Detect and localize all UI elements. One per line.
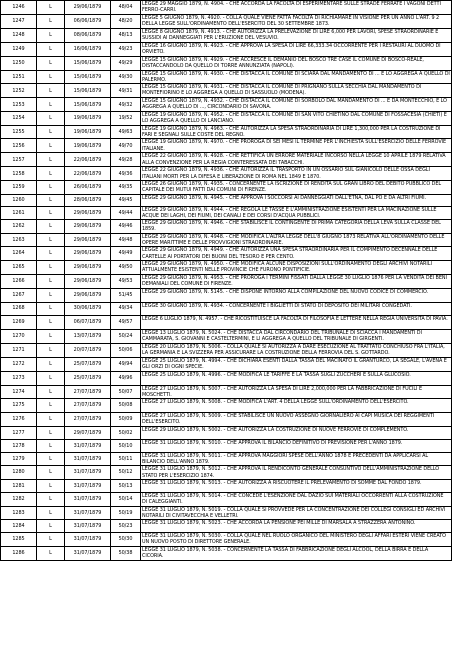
row-type: L — [37, 98, 65, 112]
row-description: LEGGE 8 GIUGNO 1879, N. 4913. - CHE AUTORIZZA LA PRELEVAZIONE DI LIRE 6,000 PER LAVORI, SPESE STRAORDINARIE E SUSSIDI AI DANNEGGIATI PER L'ERUZIONE DEL VESUVIO. — [141, 28, 452, 42]
laws-register-body — [1, 1, 452, 561]
row-supplement: 50/14 — [111, 492, 141, 506]
row-supplement: 49/35 — [111, 180, 141, 194]
row-number: 1268 — [1, 302, 37, 315]
row-number: 1272 — [1, 357, 37, 371]
table-row — [1, 84, 452, 98]
row-number: 1246 — [1, 1, 37, 15]
row-description: LEGGE 31 LUGLIO 1879, N. 5030. - COLLA QUALE NEL RUOLO ORGANICO DEL MINISTERO DEGLI AFFARI ESTERI VIENE CREATO UN NUOVO POSTO DI DIRETTORE GENERALE. — [141, 533, 452, 547]
row-supplement: 50/13 — [111, 479, 141, 492]
row-number: 1280 — [1, 466, 37, 480]
row-date: 29/06/1879 — [65, 206, 111, 220]
row-date: 15/06/1879 — [65, 98, 111, 112]
table-row — [1, 139, 452, 153]
table-row — [1, 343, 452, 357]
row-supplement: 50/08 — [111, 399, 141, 413]
row-number: 1256 — [1, 139, 37, 153]
row-type: L — [37, 343, 65, 357]
row-type: L — [37, 315, 65, 329]
row-supplement: 49/28 — [111, 153, 141, 167]
table-row — [1, 329, 452, 343]
row-supplement: 50/11 — [111, 452, 141, 466]
row-type: L — [37, 302, 65, 315]
row-date: 27/07/1879 — [65, 385, 111, 399]
row-date: 15/06/1879 — [65, 56, 111, 70]
row-supplement: 50/23 — [111, 520, 141, 533]
row-number: 1276 — [1, 413, 37, 427]
row-date: 13/07/1879 — [65, 329, 111, 343]
row-description: LEGGE 29 GIUGNO 1879, N. 4944. - CHE REGOLA LE TASSE E L'AMMINISTRAZIONE ESISTENTI PER LA MACINAZIONE SULLE ACQUE DEI LAGHI, DEI FIUMI, DEI CANALI E DEI CORSI D'ACQUA PUBBLICI. — [141, 206, 452, 220]
row-supplement: 49/32 — [111, 98, 141, 112]
row-type: L — [37, 413, 65, 427]
row-supplement: 49/70 — [111, 139, 141, 153]
row-description: LEGGE 13 LUGLIO 1879, N. 5024. - CHE DISTACCA DAL CIRCONDARIO DEL TRIBUNALE DI SCIACCA I MANDAMENTI DI CAMMARATA, S. GIOVANNI E CASTELTERMINI, E LI AGGREGA A QUELLO DEL TRIBUNALE DI GIRGENTI. — [141, 329, 452, 343]
row-supplement: 49/29 — [111, 56, 141, 70]
row-description: LEGGE 31 LUGLIO 1879, N. 5011. - CHE APPROVA MAGGIORI SPESE DELL'ANNO 1878 E PRECEDENTI DA APPLICARSI AL BILANCIO DELL'ANNO 1879. — [141, 452, 452, 466]
row-description: LEGGE 31 LUGLIO 1879, N. 5012. - CHE APPROVA IL RENDICONTO GENERALE CONSUNTIVO DELL'AMMINISTRAZIONE DELLO STATO PER L'ESERCIZIO 1874. — [141, 466, 452, 480]
row-description: LEGGE 27 LUGLIO 1879, N. 5007. - CHE AUTORIZZA LA SPESA DI LIRE 2,000,000 PER LA FABBRICAZIONE DI FUCILI E MOSCHETTI. — [141, 385, 452, 399]
row-date: 27/07/1879 — [65, 399, 111, 413]
row-type: L — [37, 153, 65, 167]
row-supplement: 50/02 — [111, 426, 141, 439]
row-number: 1267 — [1, 288, 37, 302]
table-row — [1, 385, 452, 399]
row-type: L — [37, 260, 65, 274]
row-date: 29/06/1879 — [65, 288, 111, 302]
table-row — [1, 274, 452, 288]
row-supplement: 49/30 — [111, 70, 141, 84]
row-description: LEGGE 31 LUGLIO 1879, N. 5023. - CHE ACCORDA LA PENSIONE PEI MILLE DI MARSALA A STRAZZERA ANTONINO. — [141, 520, 452, 533]
table-row — [1, 233, 452, 247]
table-row — [1, 167, 452, 181]
row-supplement: 48/13 — [111, 28, 141, 42]
row-description: LEGGE 31 LUGLIO 1879, N. 5013. - CHE AUTORIZZA A RISCUOTERE IL PRELEVAMENTO DI SOMME DAL FONDO 1879. — [141, 479, 452, 492]
row-supplement: 49/96 — [111, 371, 141, 385]
row-description: LEGGE 29 GIUGNO 1879, N. 4945. - CHE APPROVA I SOCCORSI AI DANNEGGIATI DALL'ETNA, DAL PO E DA ALTRI FIUMI. — [141, 194, 452, 206]
row-number: 1282 — [1, 492, 37, 506]
row-number: 1269 — [1, 315, 37, 329]
row-description: LEGGE 22 GIUGNO 1879, N. 4936. - CHE AUTORIZZA IL TRASPORTO IN UN OSSARIO SUL GIANICOLO DELLE OSSA DEGLI ITALIANI MORTI PER LA DIFESA E LIBERAZIONE DI ROMA NEL 1849 E 1870. — [141, 167, 452, 181]
row-type: L — [37, 194, 65, 206]
row-number: 1277 — [1, 426, 37, 439]
row-description: LEGGE 31 LUGLIO 1879, N. 5010. - CHE APPROVA IL BILANCIO DEFINITIVO DI PREVISIONE PER L'ANNO 1879. — [141, 439, 452, 452]
row-type: L — [37, 506, 65, 520]
row-date: 29/06/1879 — [65, 260, 111, 274]
row-number: 1285 — [1, 533, 37, 547]
row-description: LEGGE 27 LUGLIO 1879, N. 5008. - CHE MODIFICA L'ART. 4 DELLA LEGGE SULL'ORDINAMENTO DELL'ESERCITO. — [141, 399, 452, 413]
row-description: LEGGE 19 GIUGNO 1879, N. 4952. - CHE DISTACCA IL COMUNE DI SAN VITO CHIETINO DAL COMUNE DI FOSSACESIA (CHIETI) E LO AGGREGA A QUELLO DI LANCIANO. — [141, 112, 452, 126]
row-supplement: 49/48 — [111, 233, 141, 247]
row-date: 31/07/1879 — [65, 492, 111, 506]
row-number: 1270 — [1, 329, 37, 343]
row-type: L — [37, 247, 65, 261]
table-row — [1, 302, 452, 315]
row-date: 29/06/1879 — [65, 1, 111, 15]
row-date: 19/06/1879 — [65, 125, 111, 139]
row-type: L — [37, 452, 65, 466]
row-type: L — [37, 385, 65, 399]
table-row — [1, 260, 452, 274]
row-date: 29/06/1879 — [65, 274, 111, 288]
table-row — [1, 194, 452, 206]
row-number: 1252 — [1, 84, 37, 98]
row-supplement: 49/53 — [111, 274, 141, 288]
row-description: LEGGE 5 GIUGNO 1879, N. 4920. - COLLA QUALE VIENE FATTA FACOLTA DI RICHIAMARE IN VISIONE PER UN ANNO L'ART. 9 2 DELLA LEGGE SULL'ORDINAMENTO DELL'ESERCITO DEL 30 SETTEMBRE 1873. — [141, 14, 452, 28]
row-number: 1286 — [1, 546, 37, 560]
row-date: 29/06/1879 — [65, 233, 111, 247]
row-supplement: 50/09 — [111, 413, 141, 427]
row-description: LEGGE 22 GIUGNO 1879, N. 4928. - CHE RETTIFICA UN ERRORE MATERIALE INCORSO NELLA LEGGE 10 APRILE 1879 RELATIVA ALLA CONVENZIONE PER LA REGIA COINTERESSATA DEI TABACCHI. — [141, 153, 452, 167]
table-row — [1, 288, 452, 302]
row-number: 1255 — [1, 125, 37, 139]
table-row — [1, 466, 452, 480]
row-supplement: 50/07 — [111, 385, 141, 399]
row-date: 30/06/1879 — [65, 302, 111, 315]
row-description: LEGGE 19 GIUGNO 1879, N. 4970. - CHE PROROGA DI SEI MESI IL TERMINE PER L'INCHIESTA SULL'ESERCIZIO DELLE FERROVIE ITALIANE. — [141, 139, 452, 153]
row-type: L — [37, 206, 65, 220]
row-type: L — [37, 274, 65, 288]
row-type: L — [37, 546, 65, 560]
row-type: L — [37, 167, 65, 181]
row-description: LEGGE 16 GIUGNO 1879, N. 4923. - CHE APPROVA LA SPESA DI LIRE 66,333.34 OCCORRENTE PER I RESTAURI AL DUOMO DI ORVIETO. — [141, 42, 452, 56]
row-date: 31/07/1879 — [65, 533, 111, 547]
row-date: 29/07/1879 — [65, 426, 111, 439]
row-description: LEGGE 26 GIUGNO 1879, N. 4935. - CONCERNENTE LA ISCRIZIONE DI RENDITA SUL GRAN LIBRO DEL DEBITO PUBBLICO DEL CAPITALE DEI MUTUI FATTI DAI COMUNI DI FIRENZE. — [141, 180, 452, 194]
row-number: 1260 — [1, 194, 37, 206]
row-number: 1278 — [1, 439, 37, 452]
row-supplement: 49/34 — [111, 302, 141, 315]
row-date: 29/06/1879 — [65, 220, 111, 234]
row-type: L — [37, 220, 65, 234]
table-row — [1, 206, 452, 220]
table-row — [1, 546, 452, 560]
row-number: 1284 — [1, 520, 37, 533]
row-description: LEGGE 29 GIUGNO 1879, N. 4953. - CHE PROROGA I TERMINI FISSATI DALLA LEGGE 30 LUGLIO 1876 PER LA VENDITA DEI BENI DEMANIALI DEL COMUNE DI FIRENZE. — [141, 274, 452, 288]
row-supplement: 49/50 — [111, 260, 141, 274]
row-number: 1265 — [1, 260, 37, 274]
row-type: L — [37, 14, 65, 28]
row-type: L — [37, 112, 65, 126]
row-supplement: 51/45 — [111, 288, 141, 302]
row-number: 1247 — [1, 14, 37, 28]
row-date: 26/06/1879 — [65, 180, 111, 194]
row-type: L — [37, 125, 65, 139]
row-type: L — [37, 28, 65, 42]
row-date: 31/07/1879 — [65, 466, 111, 480]
row-date: 28/06/1879 — [65, 194, 111, 206]
row-date: 31/07/1879 — [65, 506, 111, 520]
row-number: 1263 — [1, 233, 37, 247]
row-supplement: 50/24 — [111, 329, 141, 343]
row-number: 1250 — [1, 56, 37, 70]
row-date: 16/06/1879 — [65, 42, 111, 56]
row-description: LEGGE 29 GIUGNO 1879, N. 4949. - CHE AUTORIZZA UNA SPESA STRAORDINARIA PER IL COMPIMENTO DECENNALE DELLE CARTELLE AI PORTATORI DEI BUONI DEL TESORO E PER CENTO. — [141, 247, 452, 261]
row-number: 1279 — [1, 452, 37, 466]
row-date: 08/06/1879 — [65, 28, 111, 42]
row-supplement: 49/94 — [111, 357, 141, 371]
table-row — [1, 506, 452, 520]
row-supplement: 49/31 — [111, 84, 141, 98]
row-date: 20/07/1879 — [65, 343, 111, 357]
row-supplement: 48/20 — [111, 14, 141, 28]
row-type: L — [37, 426, 65, 439]
row-type: L — [37, 180, 65, 194]
row-number: 1257 — [1, 153, 37, 167]
row-supplement: 19/52 — [111, 112, 141, 126]
row-type: L — [37, 84, 65, 98]
row-description: LEGGE 31 LUGLIO 1879, N. 5019. - COLLA QUALE SI PROVVEDE PER LA CONCENTRAZIONE DEI COLLEGI CONSIGLI ED ARCHIVI NOTARILI DI CIVITAVECCHIA E VELLETRI. — [141, 506, 452, 520]
row-number: 1262 — [1, 220, 37, 234]
row-number: 1281 — [1, 479, 37, 492]
row-date: 25/07/1879 — [65, 371, 111, 385]
row-supplement: 49/44 — [111, 206, 141, 220]
table-row — [1, 399, 452, 413]
row-supplement: 49/63 — [111, 125, 141, 139]
row-description: LEGGE 29 GIUGNO 1879, N. 4948. - CHE MODIFICA L'ALTRA LEGGE DELL'8 GIUGNO 1873 RELATIVA ALL'ORDINAMENTO DELLE OPERE MARITTIME E DELLE PROVVIGIONI STRAORDINARIE. — [141, 233, 452, 247]
row-description: LEGGE 29 GIUGNO 1879, N. 4950. - CHE MODIFICA ALCUNE DISPOSIZIONI SULL'ORDINAMENTO DEGLI ARCHIVI NOTARILI ATTUALMENTE ESISTENTI NELLE PROVINCIE CHE FURONO PONTIFICIE. — [141, 260, 452, 274]
row-type: L — [37, 233, 65, 247]
row-description: LEGGE 31 LUGLIO 1879, N. 5014. - CHE CONCEDE L'ESENZIONE DAL DAZIO SUI MATERIALI OCCORRENTI ALLA COSTRUZIONE DI CALEGGIANTI. — [141, 492, 452, 506]
row-type: L — [37, 439, 65, 452]
table-row — [1, 125, 452, 139]
row-date: 19/06/1879 — [65, 112, 111, 126]
row-type: L — [37, 357, 65, 371]
row-date: 15/06/1879 — [65, 70, 111, 84]
table-row — [1, 413, 452, 427]
row-number: 1253 — [1, 98, 37, 112]
row-type: L — [37, 399, 65, 413]
row-description: LEGGE 15 GIUGNO 1879, N. 4930. - CHE DISTACCA IL COMUNE DI SCIARA DAL MANDAMENTO DI ... E LO AGGREGA A QUELLO DI PALERMO. — [142, 70, 450, 83]
row-type: L — [37, 533, 65, 547]
row-number: 1254 — [1, 112, 37, 126]
row-description: LEGGE 29 GIUGNO 1879, N. 5145. - CHE DISPONE INTORNO ALLA COMPILAZIONE DEL NUOVO CODICE DI COMMERCIO. — [141, 288, 452, 302]
row-description: LEGGE 29 MAGGIO 1879, N. 4904. - CHE ACCORDA LA FACOLTA DI ESPERIMENTARE SULLE STRADE FERRATE I VAGONI DETTI FERRO-CARRI. — [141, 1, 452, 15]
row-date: 31/07/1879 — [65, 546, 111, 560]
table-row — [1, 371, 452, 385]
row-number: 1264 — [1, 247, 37, 261]
table-row — [1, 492, 452, 506]
row-type: L — [37, 492, 65, 506]
row-supplement: 49/45 — [111, 194, 141, 206]
row-date: 31/07/1879 — [65, 520, 111, 533]
row-date: 29/06/1879 — [65, 247, 111, 261]
table-row — [1, 180, 452, 194]
row-date: 22/06/1879 — [65, 153, 111, 167]
row-number: 1261 — [1, 206, 37, 220]
row-type: L — [37, 42, 65, 56]
table-row — [1, 153, 452, 167]
table-row — [1, 533, 452, 547]
row-description: LEGGE 15 GIUGNO 1879, N. 4929. - CHE ACCRESCE IL DEMANIO DEL BOSCO TRE CASE IL COMUNE DI BOSCO-REALE, DISTACCANDOLO DA QUELLO DI TORRE ANNUNZIATA (NAPOLI). — [141, 56, 452, 70]
row-type: L — [37, 139, 65, 153]
row-number: 1248 — [1, 28, 37, 42]
table-row — [1, 357, 452, 371]
row-type: L — [37, 371, 65, 385]
row-number: 1271 — [1, 343, 37, 357]
row-number: 1273 — [1, 371, 37, 385]
row-date: 06/06/1879 — [65, 14, 111, 28]
row-supplement: 49/36 — [111, 167, 141, 181]
row-date: 27/07/1879 — [65, 413, 111, 427]
row-date: 25/07/1879 — [65, 357, 111, 371]
row-supplement: 50/30 — [111, 533, 141, 547]
row-type: L — [37, 1, 65, 15]
row-description: LEGGE 27 LUGLIO 1879, N. 5009. - CHE STABILISCE UN NUOVO ASSEGNO GIORNALIERO AI CAPI MUSICA DEI REGGIMENTI DELL'ESERCITO. — [141, 413, 452, 427]
row-supplement: 50/12 — [111, 466, 141, 480]
table-row — [1, 452, 452, 466]
row-supplement: 49/46 — [111, 220, 141, 234]
row-type: L — [37, 479, 65, 492]
row-type: L — [37, 70, 65, 84]
row-number: 1251 — [1, 70, 37, 84]
row-supplement: 49/57 — [111, 315, 141, 329]
table-row — [1, 14, 452, 28]
row-number: 1275 — [1, 399, 37, 413]
table-row — [1, 98, 452, 112]
row-description: LEGGE 15 GIUGNO 1879, N. 4932. - CHE DISTACCA IL COMUNE DI SORBOLO DAL MANDAMENTO DI ... E DA MONTECCHIO, E LO AGGREGA A QUELLO DI ..., CIRCONDARIO DI SAVONA. — [141, 98, 452, 112]
row-description: LEGGE 15 GIUGNO 1879, N. 4931. - CHE DISTACCA IL COMUNE DI PRIGNANO SULLA SECCHIA DAL MANDAMENTO DI MONTEFIORINO E LO AGGREGA A QUELLO DI SASSUOLO (MODENA). — [141, 84, 452, 98]
table-row — [1, 479, 452, 492]
table-row — [1, 70, 452, 84]
row-number: 1259 — [1, 180, 37, 194]
row-supplement: 49/23 — [111, 42, 141, 56]
table-row — [1, 56, 452, 70]
row-number: 1266 — [1, 274, 37, 288]
row-date: 15/06/1879 — [65, 84, 111, 98]
row-date: 31/07/1879 — [65, 439, 111, 452]
table-row — [1, 42, 452, 56]
row-supplement: 50/38 — [111, 546, 141, 560]
row-type: L — [37, 520, 65, 533]
row-description: LEGGE 31 LUGLIO 1879, N. 5038. - CONCERNENTE LA TASSA DI FABBRICAZIONE DEGLI ALCOOL, DELLA BIRRA E DELLA CICORIA. — [141, 546, 452, 560]
row-description: LEGGE 25 LUGLIO 1879, N. 4996. - CHE MODIFICA LE TARIFFE E LA TASSA SUGLI ZUCCHERI E SULLA GLUCOSIO. — [141, 371, 452, 385]
row-description: LEGGE 19 GIUGNO 1879, N. 4963. - CHE AUTORIZZA LA SPESA STRAORDINARIA DI LIRE 1,300,000 PER LA COSTRUZIONE DI FARI E SEGNALI SULLE COSTE DEL REGNO. — [141, 125, 452, 139]
table-row — [1, 28, 452, 42]
row-supplement: 49/49 — [111, 247, 141, 261]
row-type: L — [37, 466, 65, 480]
table-row — [1, 315, 452, 329]
row-date: 31/07/1879 — [65, 452, 111, 466]
row-description: LEGGE 25 LUGLIO 1879, N. 4994. - CHE DICHIARA ESENTI DALLA TASSA DEL MACINATO IL GRANTURCO, LA SEGALE, L'AVENA E GLI ORZI DI OGNI SPECIE. — [141, 357, 452, 371]
row-type: L — [37, 329, 65, 343]
table-row — [1, 520, 452, 533]
table-row — [1, 426, 452, 439]
row-date: 31/07/1879 — [65, 479, 111, 492]
row-date: 19/06/1879 — [65, 139, 111, 153]
row-description: LEGGE 20 LUGLIO 1879, N. 5006. - COLLA QUALE SI AUTORIZZA A DARE ESECUZIONE AL TRATTATO CONCHIUSO FRA L'ITALIA, LA GERMANIA E LA SVIZZERA PER ASSICURARE LA COSTRUZIONE DELLA FERROVIA DEL S. GOTTARDO. — [141, 343, 452, 357]
row-description: LEGGE 6 LUGLIO 1879, N. 4957. - CHE RICOSTITUISCE LA FACOLTA DI FILOSOFIA E LETTERE NELLA REGIA UNIVERSITA DI PAVIA. — [141, 315, 452, 329]
row-number: 1283 — [1, 506, 37, 520]
row-type: L — [37, 56, 65, 70]
row-supplement: 48/04 — [111, 1, 141, 15]
row-description: LEGGE 30 GIUGNO 1879, N. 4934. - CONCERNENTE I BIGLIETTI DI STATO DI DEPOSITO DEI MILITARI CONGEDATI. — [141, 302, 452, 315]
table-row — [1, 220, 452, 234]
table-row — [1, 1, 452, 15]
row-type: L — [37, 288, 65, 302]
row-supplement: 50/06 — [111, 343, 141, 357]
table-row — [1, 439, 452, 452]
row-description: LEGGE 29 LUGLIO 1879, N. 5002. - CHE AUTORIZZA LA COSTRUZIONE DI NUOVE FERROVIE DI COMPLEMENTO. — [141, 426, 452, 439]
row-date: 06/07/1879 — [65, 315, 111, 329]
table-row — [1, 112, 452, 126]
table-row — [1, 247, 452, 261]
row-supplement: 50/19 — [111, 506, 141, 520]
row-description: LEGGE 29 GIUGNO 1879, N. 4946. - CHE STABILISCE IL CONTINGENTE DI PRIMA CATEGORIA DELLA LEVA SULLA CLASSE DEL 1859. — [141, 220, 452, 234]
row-number: 1258 — [1, 167, 37, 181]
row-number: 1249 — [1, 42, 37, 56]
row-number: 1274 — [1, 385, 37, 399]
row-date: 22/06/1879 — [65, 167, 111, 181]
row-supplement: 50/10 — [111, 439, 141, 452]
